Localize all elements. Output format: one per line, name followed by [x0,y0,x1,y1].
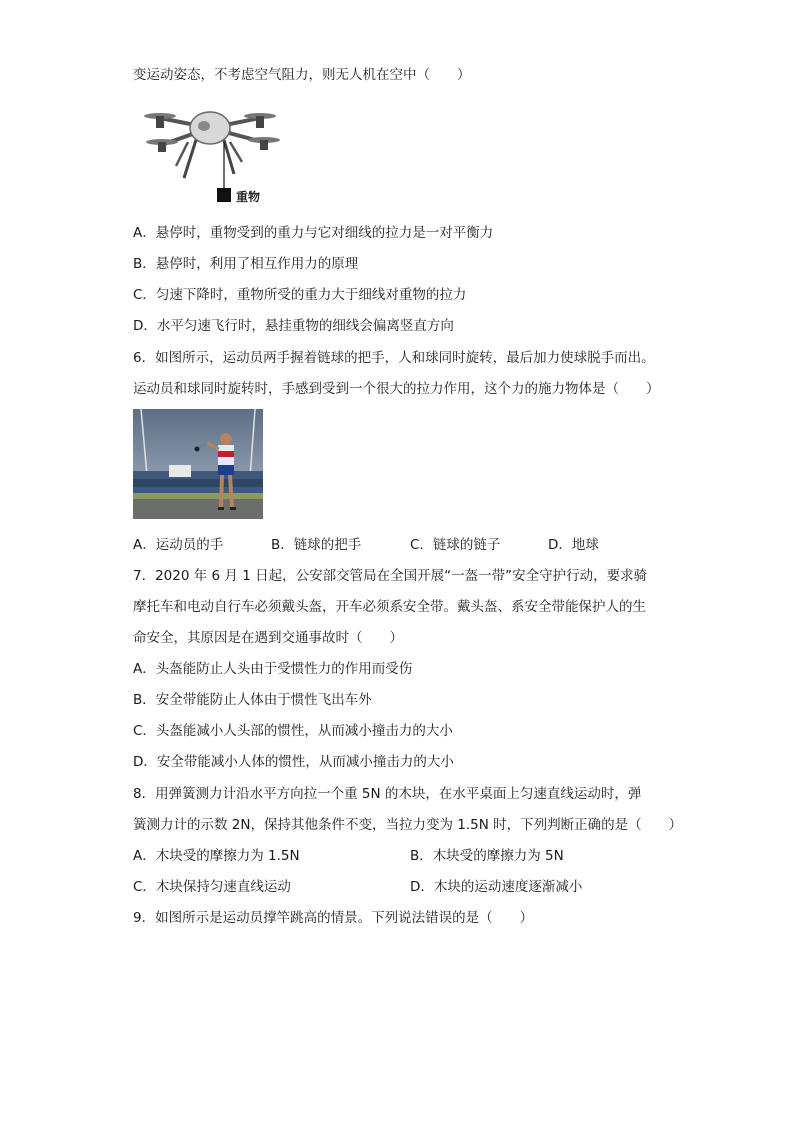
q7-stem-line1: 7．2020 年 6 月 1 日起，公安部交管局在全国开展“一盔一带”安全守护行动，要求骑 [133,568,648,584]
q6-option-a: A．运动员的手 [133,537,224,553]
q7-option-c: C．头盔能减小人头部的惯性，从而减小撞击力的大小 [133,723,453,739]
weight-label: 重物 [236,190,261,204]
hammer-throw-illustration [133,409,263,519]
q6-stem-line1: 6．如图所示，运动员两手握着链球的把手，人和球同时旋转，最后加力使球脱手而出。 [133,350,655,366]
q8-stem-line2: 簧测力计的示数 2N，保持其他条件不变，当拉力变为 1.5N 时，下列判断正确的是（ ） [133,817,683,833]
q8-stem-line1: 8．用弹簧测力计沿水平方向拉一个重 5N 的木块，在水平桌面上匀速直线运动时，弹 [133,786,642,802]
q8-option-a: A．木块受的摩擦力为 1.5N [133,848,300,864]
q8-option-c: C．木块保持匀速直线运动 [133,879,291,895]
q5-option-b: B．悬停时，利用了相互作用力的原理 [133,256,359,272]
q6-option-d: D．地球 [548,537,599,553]
q6-option-b: B．链球的把手 [271,537,362,553]
drone-figure [138,96,283,208]
q7-option-a: A．头盔能防止人头由于受惯性力的作用而受伤 [133,661,413,677]
q5-option-c: C．匀速下降时，重物所受的重力大于细线对重物的拉力 [133,287,467,303]
hammer-throw-photo [133,409,263,519]
q5-option-a: A．悬停时，重物受到的重力与它对细线的拉力是一对平衡力 [133,225,494,241]
q7-stem-line3: 命安全，其原因是在遇到交通事故时（ ） [133,630,403,646]
q6-stem-line2: 运动员和球同时旋转时，手感到受到一个很大的拉力作用，这个力的施力物体是（ ） [133,381,660,397]
q6-option-c: C．链球的链子 [410,537,501,553]
q5-option-d: D．水平匀速飞行时，悬挂重物的细线会偏离竖直方向 [133,318,454,334]
q7-option-b: B．安全带能防止人体由于惯性飞出车外 [133,692,372,708]
q8-option-b: B．木块受的摩擦力为 5N [410,848,564,864]
q7-option-d: D．安全带能减小人体的惯性，从而减小撞击力的大小 [133,754,454,770]
q8-option-d: D．木块的运动速度逐渐减小 [410,879,583,895]
q5-stem: 变运动姿态，不考虑空气阻力，则无人机在空中（ ） [133,67,471,83]
q9-stem: 9．如图所示是运动员撑竿跳高的情景。下列说法错误的是（ ） [133,910,534,926]
q7-stem-line2: 摩托车和电动自行车必须戴头盔，开车必须系安全带。戴头盔、系安全带能保护人的生 [133,599,646,615]
drone-illustration [138,96,283,208]
